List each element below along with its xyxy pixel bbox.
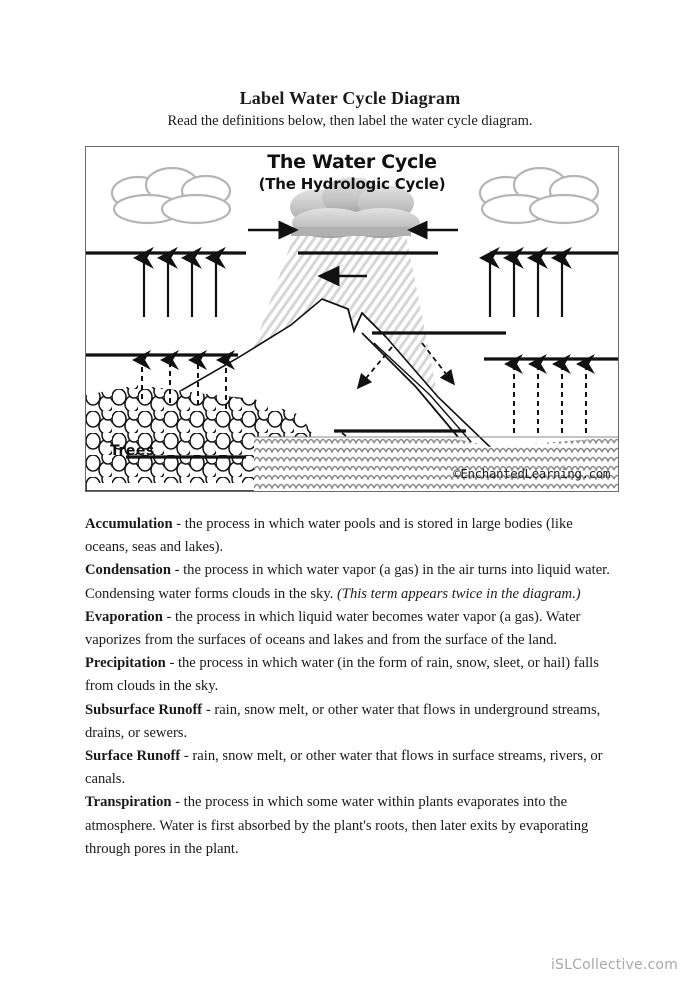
- definition-item: [85, 745, 617, 791]
- trees-label: Trees: [110, 443, 155, 459]
- page-title: Label Water Cycle Diagram: [239, 88, 461, 108]
- definition-text: - rain, snow melt, or other water that flows in underground streams, drains, or sewers.: [85, 701, 601, 741]
- page-instructions: Read the definitions below, then label the water cycle diagram.: [167, 113, 533, 129]
- definition-item: [85, 513, 617, 559]
- definitions-list: [85, 513, 617, 861]
- water-cycle-illustration: [86, 147, 618, 491]
- definition-text: - the process in which water vapor (a gas) in the air turns into liquid water. Condensing water forms clouds in the sky.: [85, 562, 610, 602]
- definition-item: [85, 652, 617, 698]
- definition-term: Surface Runoff: [85, 748, 181, 765]
- definition-term: Condensation: [85, 562, 171, 579]
- diagram-title: The Water Cycle: [267, 151, 437, 173]
- definition-term: Subsurface Runoff: [85, 701, 203, 718]
- diagram-subtitle: (The Hydrologic Cycle): [258, 175, 446, 193]
- definition-item: [85, 791, 617, 861]
- definition-item: [85, 606, 617, 652]
- footer-brand: iSLCollective.com: [550, 957, 678, 973]
- definition-text: - rain, snow melt, or other water that flows in surface streams, rivers, or canals.: [85, 748, 603, 788]
- water-cycle-diagram: [85, 146, 619, 492]
- definition-term: Precipitation: [85, 655, 166, 672]
- definition-text: - the process in which some water within plants evaporates into the atmosphere. Water is first absorbed by the plant's roots, then later exits by evaporating through pores in the plant.: [85, 794, 589, 857]
- definition-item: [85, 559, 617, 605]
- definition-term: Transpiration: [85, 794, 172, 811]
- definition-term: Accumulation: [85, 516, 173, 532]
- definition-term: Evaporation: [85, 608, 163, 625]
- definition-text: - the process in which water (in the form of rain, snow, sleet, or hail) falls from clouds in the sky.: [85, 655, 599, 695]
- evaporation-arrows-right: [490, 259, 562, 317]
- definition-item: [85, 699, 617, 745]
- definition-note: (This term appears twice in the diagram.): [336, 585, 581, 602]
- definition-text: - the process in which water pools and is stored in large bodies (like oceans, seas and lakes).: [85, 516, 573, 556]
- water-body: [254, 437, 618, 491]
- water-evaporation-arrows: [514, 365, 586, 433]
- evaporation-arrows-left: [144, 259, 216, 317]
- diagram-attribution: ©EnchantedLearning.com: [453, 466, 610, 481]
- definition-text: - the process in which liquid water becomes water vapor (a gas). Water vaporizes from the surfaces of oceans and lakes and from the surface of the land.: [85, 608, 581, 649]
